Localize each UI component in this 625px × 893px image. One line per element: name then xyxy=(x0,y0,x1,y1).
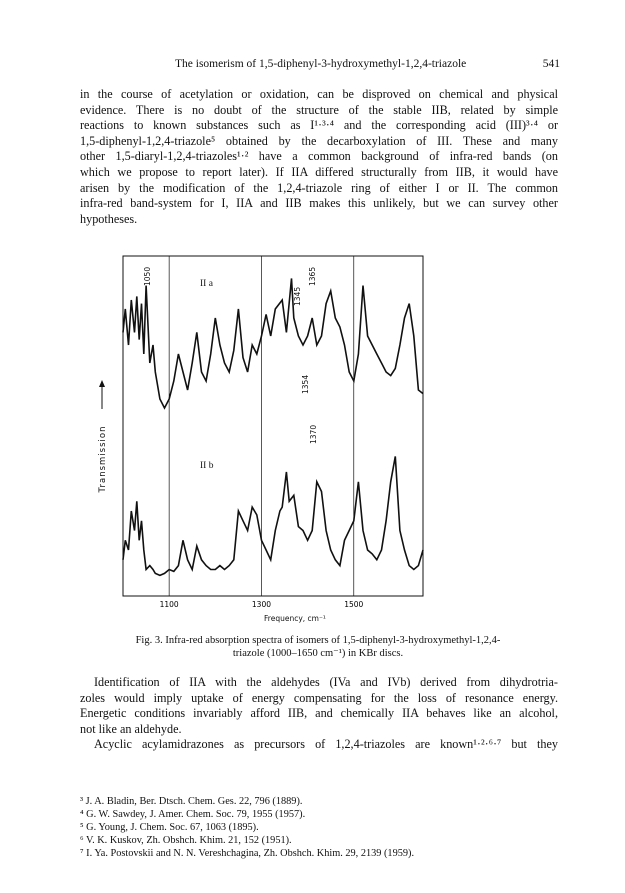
text-line: Acyclic acylamidrazones as precursors of 1,2,4-triazoles are known¹·²·⁶·⁷ but they xyxy=(94,737,558,752)
text-line: reactions to known substances such as I¹·³·⁴ and the corresponding acid (III)³·⁴ or xyxy=(80,118,558,133)
text-line: which we propose to report later). If IIA differed structurally from IIB, it would have xyxy=(80,164,558,179)
text-line: infra-red band-system for I, IIA and IIB makes this unlikely, but we can survey other xyxy=(80,196,558,211)
text-line: 1,5-diphenyl-1,2,4-triazole⁵ obtained by the decarboxylation of III. These and many xyxy=(80,133,558,148)
running-header xyxy=(70,58,560,74)
text-line: hypotheses. xyxy=(80,211,138,226)
peak-label-1345: 1345 xyxy=(293,286,302,306)
peak-label-1370: 1370 xyxy=(309,424,318,444)
caption-line: triazole (1000–1650 cm⁻¹) in KBr discs. xyxy=(232,648,404,659)
text-line: zoles would imply uptake of energy compensating for the loss of resonance energy. xyxy=(80,690,558,705)
y-axis-arrowhead xyxy=(99,380,105,387)
footnote: ⁶ V. K. Kuskov, Zh. Obshch. Khim. 21, 152 (1951). xyxy=(80,835,292,846)
footnote: ⁷ I. Ya. Postovskii and N. N. Vereshchagina, Zh. Obshch. Khim. 29, 2139 (1959). xyxy=(80,848,415,859)
peak-label-1354: 1354 xyxy=(301,374,310,394)
text-line: in the course of acetylation or oxidation, can be disproved on chemical and physical xyxy=(80,87,558,101)
x-tick-label-1500: 1500 xyxy=(344,600,364,609)
text-line: arisen by the modification of the 1,2,4-triazole ring of either I or II. The common xyxy=(80,180,558,195)
text-line: Identification of IIA with the aldehydes (IVa and IVb) derived from dihydrotria- xyxy=(94,675,558,689)
series-line-IIb xyxy=(123,456,423,575)
peak-label-1050: 1050 xyxy=(143,266,152,286)
footnote: ⁵ G. Young, J. Chem. Soc. 67, 1063 (1895). xyxy=(80,822,259,833)
footnotes xyxy=(80,795,560,860)
x-tick-label-1100: 1100 xyxy=(159,600,179,609)
caption-line: Fig. 3. Infra-red absorption spectra of isomers of 1,5-diphenyl-3-hydroxymethyl-1,2,4- xyxy=(135,635,501,646)
text-line: Energetic conditions invariably afford IIB, and chemically IIA behaves like an alcohol, xyxy=(80,706,558,721)
text-line: not like an aldehyde. xyxy=(80,721,182,736)
body-paragraph-2 xyxy=(80,675,558,753)
running-head-title: The isomerism of 1,5-diphenyl-3-hydroxymethyl-1,2,4-triazole xyxy=(175,58,467,70)
curve-label-IIa: II a xyxy=(200,279,213,289)
series-line-IIa xyxy=(123,278,423,408)
peak-label-1365: 1365 xyxy=(308,266,317,286)
footnote: ⁴ G. W. Sawdey, J. Amer. Chem. Soc. 79, 1955 (1957). xyxy=(80,809,306,820)
body-paragraph-1 xyxy=(80,87,558,227)
x-axis-label: Frequency, cm⁻¹ xyxy=(264,614,326,623)
text-line: other 1,5-diaryl-1,2,4-triazoles¹·² have a common background of infra-red bands (on xyxy=(80,149,558,164)
y-axis-label: Transmission xyxy=(98,425,108,493)
footnote: ³ J. A. Bladin, Ber. Dtsch. Chem. Ges. 22, 796 (1889). xyxy=(80,796,303,807)
page-number: 541 xyxy=(542,58,560,70)
curve-label-IIb: II b xyxy=(200,461,214,471)
text-line: evidence. There is no doubt of the structure of the stable IIB, related by simple xyxy=(80,102,558,117)
x-tick-label-1300: 1300 xyxy=(251,600,272,609)
figure-caption xyxy=(108,634,528,660)
ir-spectrum-figure xyxy=(95,244,455,624)
